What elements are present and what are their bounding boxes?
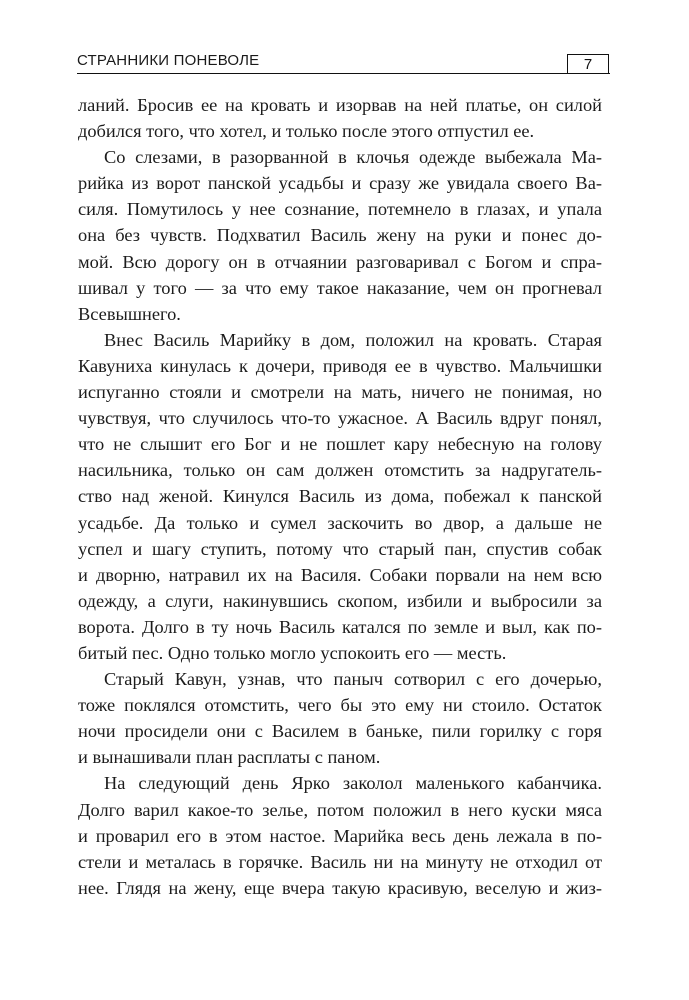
text-line: стели и металась в горячке. Василь ни на минуту не отходил от	[78, 851, 602, 872]
paragraph-start: Со слезами, в разорванной в клочья одежде выбежала Ма-	[104, 147, 602, 168]
paragraph-start: Старый Кавун, узнав, что паныч сотворил с его дочерью,	[104, 669, 602, 690]
text-line: одежду, а слуги, накинувшись скопом, избили и выбросили за	[78, 590, 602, 611]
page-number: 7	[567, 54, 609, 73]
text-line: Долго варил какое-то зелье, потом положил в него куски мяса	[78, 799, 602, 820]
text-line: рийка из ворот панской усадьбы и сразу же увидала своего Ва-	[78, 173, 602, 194]
text-line: Всевышнего.	[78, 303, 181, 324]
text-line: тоже поклялся отомстить, чего бы это ему ни стоило. Остаток	[78, 695, 602, 716]
text-line: ночи просидели они с Василем в баньке, пили горилку с горя	[78, 721, 602, 742]
text-line: что не слышит его Бог и не пошлет кару небесную на голову	[78, 434, 602, 455]
body-text	[78, 92, 602, 901]
text-line: и проварил его в этом настое. Марийка весь день лежала в по-	[78, 825, 602, 846]
text-line: добился того, что хотел, и только после этого отпустил ее.	[78, 121, 535, 142]
text-line: шивал у того — за что ему такое наказание, чем он прогневал	[78, 277, 602, 298]
text-line: усадьбе. Да только и сумел заскочить во двор, а дальше не	[78, 512, 602, 533]
text-line: ланий. Бросив ее на кровать и изорвав на ней платье, он силой	[78, 95, 602, 115]
text-line: она без чувств. Подхватил Василь жену на руки и понес до-	[78, 225, 602, 246]
paragraph-start: На следующий день Ярко заколол маленького кабанчика.	[104, 773, 602, 794]
text-line: ворота. Долго в ту ночь Василь катался по земле и выл, как по-	[78, 616, 602, 637]
text-line: Кавуниха кинулась к дочери, приводя ее в чувство. Мальчишки	[78, 355, 602, 376]
paragraph-start: Внес Василь Марийку в дом, положил на кровать. Старая	[104, 329, 602, 350]
header-rule	[77, 73, 610, 74]
text-line: чувствуя, что случилось что-то ужасное. А Василь вдруг понял,	[78, 408, 602, 429]
running-title: СТРАННИКИ ПОНЕВОЛЕ	[77, 52, 260, 69]
text-line: нее. Глядя на жену, еще вчера такую красивую, веселую и жиз-	[78, 877, 602, 898]
page-header	[77, 52, 610, 76]
text-line: силя. Помутилось у нее сознание, потемнело в глазах, и упала	[78, 199, 602, 220]
text-line: мой. Всю дорогу он в отчаянии разговаривал с Богом и спра-	[78, 251, 602, 272]
text-line: насильника, только он сам должен отомстить за надругатель-	[78, 460, 602, 481]
text-line: ство над женой. Кинулся Василь из дома, побежал к панской	[78, 486, 602, 507]
text-line: битый пес. Одно только могло успокоить его — месть.	[78, 642, 507, 663]
text-line: испуганно стояли и смотрели на мать, ничего не понимая, но	[78, 382, 602, 403]
text-line: успел и шагу ступить, потому что старый пан, спустив собак	[78, 538, 602, 559]
text-line: и вынашивали план расплаты с паном.	[78, 747, 381, 768]
text-line: и дворню, натравил их на Василя. Собаки порвали на нем всю	[78, 564, 602, 585]
